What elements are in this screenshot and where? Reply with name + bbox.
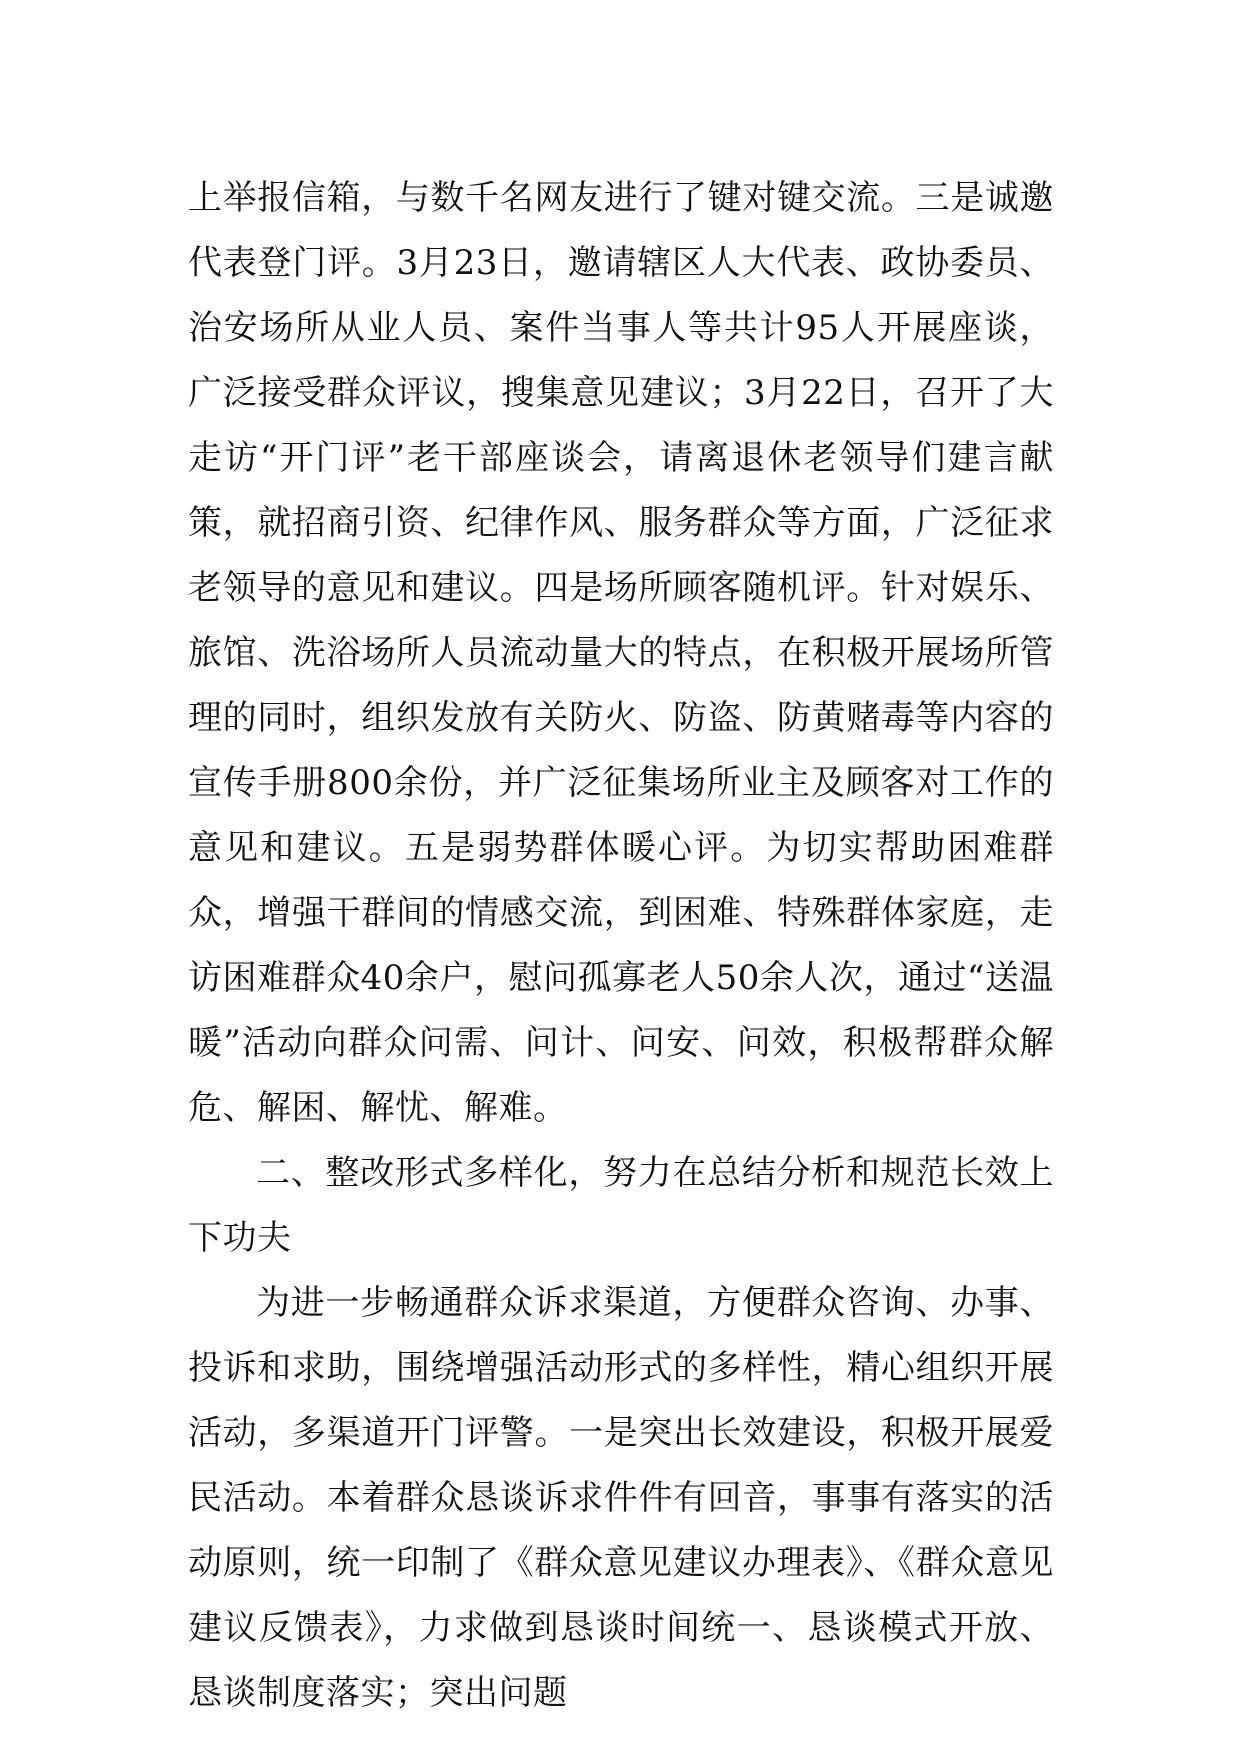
paragraph-continuation: 上举报信箱，与数千名网友进行了键对键交流。三是诚邀代表登门评。3月23日，邀请辖区人大代表、政协委员、治安场所从业人员、案件当事人等共计95人开展座谈，广泛接受群众评议，搜集意见建议；3月22日，召开了大走访“开门评”老干部座谈会，请离退休老领导们建言献策，就招商引资、纪律作风、服务群众等方面，广泛征求老领导的意见和建议。四是场所顾客随机评。针对娱乐、旅馆、洗浴场所人员流动量大的特点，在积极开展场所管理的同时，组织发放有关防火、防盗、防黄赌毒等内容的宣传手册800余份，并广泛征集场所业主及顾客对工作的意见和建议。五是弱势群体暖心评。为切实帮助困难群众，增强干群间的情感交流，到困难、特殊群体家庭，走访困难群众40余户，慰问孤寡老人50余人次，通过“送温暖”活动向群众问需、问计、问安、问效，积极帮群众解危、解困、解忧、解难。 (188, 178, 1054, 1128)
document-body (188, 166, 1054, 1726)
paragraph-body: 为进一步畅通群众诉求渠道，方便群众咨询、办事、投诉和求助，围绕增强活动形式的多样性，精心组织开展活动，多渠道开门评警。一是突出长效建设，积极开展爱民活动。本着群众恳谈诉求件件有回音，事事有落实的活动原则，统一印制了《群众意见建议办理表》、《群众意见建议反馈表》，力求做到恳谈时间统一、恳谈模式开放、恳谈制度落实；突出问题 (188, 1283, 1054, 1713)
section-heading: 二、整改形式多样化，努力在总结分析和规范长效上下功夫 (188, 1153, 1054, 1258)
